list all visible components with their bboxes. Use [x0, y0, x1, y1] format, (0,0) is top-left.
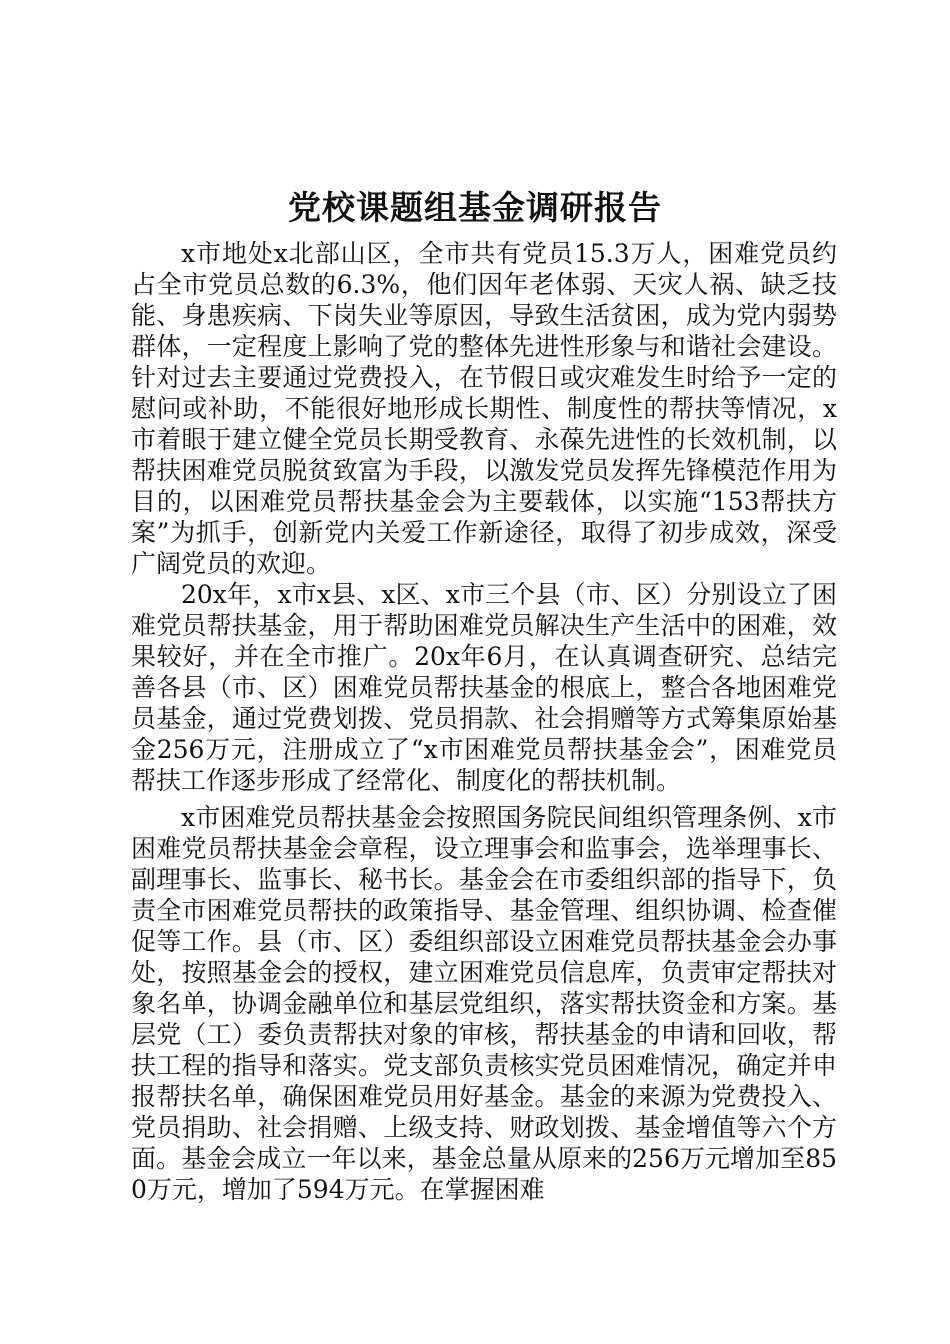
document-title: 党校课题组基金调研报告 — [288, 188, 662, 227]
document-body — [131, 238, 837, 1205]
paragraph-3: x市困难党员帮扶基金会按照国务院民间组织管理条例、x市困难党员帮扶基金会章程，设立理事会和监事会，选举理事长、副理事长、监事长、秘书长。基金会在市委组织部的指导下，负责全市困难党员帮扶的政策指导、基金管理、组织协调、检查催促等工作。县（市、区）委组织部设立困难党员帮扶基金会办事处，按照基金会的授权，建立困难党员信息库，负责审定帮扶对象名单，协调金融单位和基层党组织，落实帮扶资金和方案。基层党（工）委负责帮扶对象的审核，帮扶基金的申请和回收，帮扶工程的指导和落实。党支部负责核实党员困难情况，确定并申报帮扶名单，确保困难党员用好基金。基金的来源为党费投入、党员捐助、社会捐赠、上级支持、财政划拨、基金增值等六个方面。基金会成立一年以来，基金总量从原来的256万元增加至850万元，增加了594万元。在掌握困难 — [131, 803, 837, 1204]
paragraph-1: x市地处x北部山区，全市共有党员15.3万人，困难党员约占全市党员总数的6.3%，他们因年老体弱、天灾人祸、缺乏技能、身患疾病、下岗失业等原因，导致生活贫困，成为党内弱势群体，一定程度上影响了党的整体先进性形象与和谐社会建设。针对过去主要通过党费投入，在节假日或灾难发生时给予一定的慰问或补助，不能很好地形成长期性、制度性的帮扶等情况，x市着眼于建立健全党员长期受教育、永葆先进性的长效机制，以帮扶困难党员脱贫致富为手段，以激发党员发挥先锋模范作用为目的，以困难党员帮扶基金会为主要载体，以实施“153帮扶方案”为抓手，创新党内关爱工作新途径，取得了初步成效，深受广阔党员的欢迎。 — [131, 239, 837, 578]
paragraph-2: 20x年，x市x县、x区、x市三个县（市、区）分别设立了困难党员帮扶基金，用于帮助困难党员解决生产生活中的困难，效果较好，并在全市推广。20x年6月，在认真调查研究、总结完善各县（市、区）困难党员帮扶基金的根底上，整合各地困难党员基金，通过党费划拨、党员捐款、社会捐赠等方式筹集原始基金256万元，注册成立了“x市困难党员帮扶基金会”，困难党员帮扶工作逐步形成了经常化、制度化的帮扶机制。 — [131, 580, 837, 795]
